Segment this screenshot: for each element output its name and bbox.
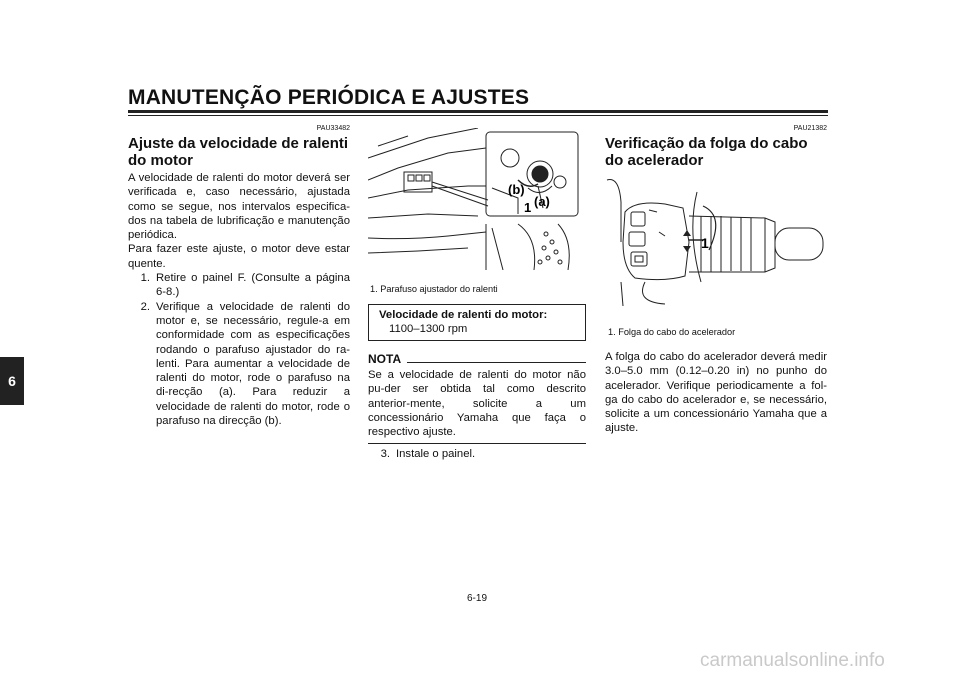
note-title: NOTA	[368, 352, 402, 366]
step-text: Retire o painel F. (Consulte a página 6-8.)	[156, 272, 350, 299]
spec-value: 1100–1300 rpm	[389, 323, 468, 335]
spec-box	[368, 304, 586, 341]
step-text: Instale o painel.	[396, 448, 476, 461]
paragraph: A folga do cabo do acelerador deverá medir 3.0–5.0 mm (0.12–0.20 in) no punho do acelerador. Verifique periodicamente a fol-ga do cabo do acelerador e, se necessário, solicite a um concessionário Yamaha que a ajuste.	[605, 351, 827, 435]
section-body-throttle	[605, 350, 827, 436]
figure-label-1: 1	[701, 235, 709, 251]
idle-screw-figure	[368, 128, 586, 270]
step-number: 1.	[140, 272, 150, 285]
paragraph: A velocidade de ralenti do motor deverá ser verificada e, caso necessário, ajustada como se segue, nos intervalos especifica-dos na tabela de lubrificação e manutenção periódica.	[128, 172, 350, 242]
throttle-illustration	[605, 172, 827, 306]
note-block	[368, 352, 586, 462]
section-heading-throttle: Verificação da folga do cabo do acelerador	[605, 135, 808, 169]
page-number: 6-19	[467, 593, 488, 604]
figure-caption: 1. Parafuso ajustador do ralenti	[370, 284, 498, 294]
left-column	[128, 125, 350, 428]
note-text: Se a velocidade de ralenti do motor não pu-der ser obtida tal como descrito anterior-mente, solicite a um concessionário Yamaha que faça o respectivo ajuste.	[368, 369, 586, 439]
step-list	[368, 447, 586, 461]
header-rule-thin	[128, 115, 828, 116]
page-title: MANUTENÇÃO PERIÓDICA E AJUSTES	[128, 86, 530, 109]
list-item	[128, 271, 350, 300]
step-number: 2.	[140, 300, 150, 313]
header-rule-thick	[128, 110, 828, 113]
list-item	[128, 300, 350, 429]
list-item	[368, 447, 586, 461]
figure-caption: 1. Folga do cabo do acelerador	[608, 327, 736, 337]
paragraph: Para fazer este ajuste, o motor deve estar quente.	[128, 243, 350, 270]
figure-label-b: (b)	[508, 182, 525, 197]
note-rule	[407, 362, 586, 363]
section-heading-idle: Ajuste da velocidade de ralenti do motor	[128, 135, 349, 169]
section-code: PAU21382	[793, 125, 827, 132]
step-text: Verifique a velocidade de ralenti do motor e, se necessário, regule-a em conformidade com as especificações rodando o parafuso ajustador do ra-lenti. Para aumentar a velocidade de ralenti do motor, rode o parafuso na di-recção (a). Para reduzir a velocidade de ralenti do motor, rode o parafuso na direcção (b).	[156, 300, 350, 428]
chapter-tab	[0, 357, 24, 405]
figure-label-1: 1	[524, 200, 532, 215]
note-header	[368, 352, 586, 366]
note-end-rule	[368, 443, 586, 444]
section-body-idle	[128, 171, 350, 428]
watermark: carmanualsonline.info	[700, 650, 885, 671]
figure-label-a: (a)	[534, 194, 550, 209]
throttle-figure	[605, 172, 827, 306]
idle-screw-illustration	[368, 128, 586, 270]
spec-label: Velocidade de ralenti do motor:	[379, 309, 548, 321]
step-list	[128, 271, 350, 428]
step-number: 3.	[380, 448, 390, 461]
right-column-header	[605, 125, 827, 169]
section-code: PAU33482	[316, 125, 350, 132]
chapter-tab-number: 6	[8, 373, 16, 389]
